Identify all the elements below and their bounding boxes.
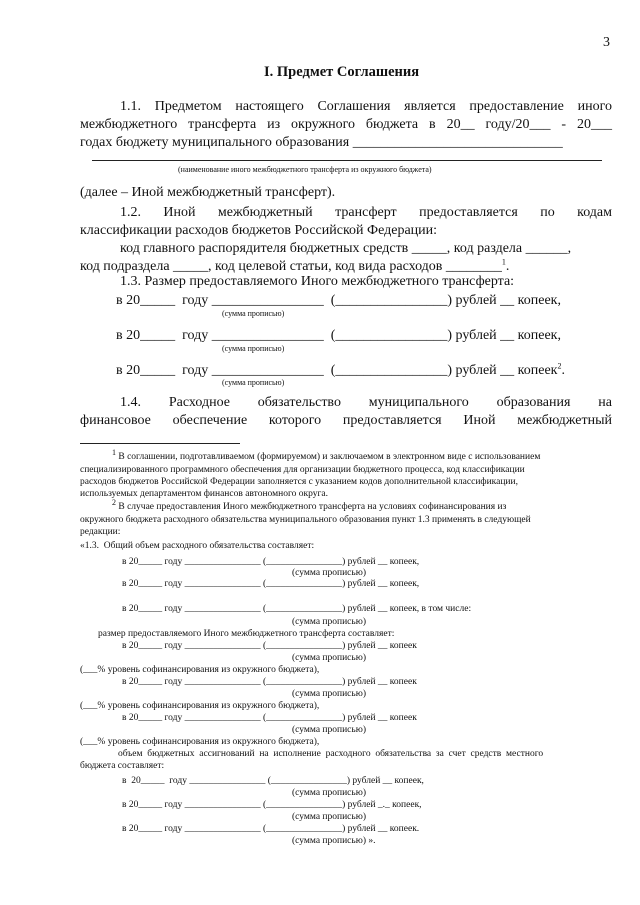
p1-1-line4: (далее – Иной межбюджетный трансферт).	[80, 185, 336, 200]
p1-3-row3-end: .	[561, 363, 565, 378]
footnote2-line4: «1.3. Общий объем расходного обязательства составляет:	[80, 541, 315, 551]
p1-1-line1: 1.1. Предметом настоящего Соглашения является предоставление иного	[120, 99, 612, 114]
p1-1-caption: (наименование иного межбюджетного трансферта из окружного бюджета)	[178, 165, 432, 174]
footnote2-row1: в 20_____ году ________________ (________________) рублей __ копеек,	[122, 557, 420, 567]
footnote1-line3: расходов бюджетов Российской Федерации заполняется с указанием кодов дополнительной классификации,	[80, 477, 518, 487]
footnote2-row2: в 20_____ году ________________ (________________) рублей __ копеек,	[122, 579, 420, 589]
p1-3-row1: в 20_____ году ________________ (________________) рублей __ копеек,	[116, 293, 561, 308]
p1-4-line2: финансовое обеспечение которого предоставляется Иной межбюджетный	[80, 413, 612, 428]
footnote2-line1-text: В случае предоставления Иного межбюджетного трансферта на условиях софинансирования из	[118, 502, 507, 512]
footnote2-row6: в 20_____ году ________________ (________________) рублей __ копеек	[122, 713, 417, 723]
name-underline	[92, 160, 602, 161]
footnote2-line3: редакции:	[80, 527, 121, 537]
p1-3-row3	[116, 362, 565, 379]
p1-3-heading: 1.3. Размер предоставляемого Иного межбюджетного трансферта:	[120, 274, 515, 289]
p1-2-line2: классификации расходов бюджетов Российской Федерации:	[80, 223, 438, 238]
footnote2-volume-line2: бюджета составляет:	[80, 761, 165, 771]
footnote2-line1	[112, 497, 507, 513]
footnote2-row9: в 20_____ году ________________ (________________) рублей __ копеек.	[122, 824, 420, 834]
footnote2-caption2: (сумма прописью)	[292, 617, 366, 627]
p1-3-row3-text: в 20_____ году ________________ (________________) рублей __ копеек	[116, 363, 558, 378]
footnote1-mark: 1	[112, 447, 116, 457]
footnote2-caption3: (сумма прописью)	[292, 653, 366, 663]
footnote-separator	[80, 443, 240, 444]
footnote2-caption6: (сумма прописью)	[292, 788, 366, 798]
footnote2-row7: в 20_____ году ________________ (________________) рублей __ копеек,	[122, 776, 424, 786]
footnote2-line2: окружного бюджета расходного обязательства муниципального образования пункт 1.3 применять в следующей	[80, 515, 531, 525]
footnote2-row8: в 20_____ году ________________ (________________) рублей _._ копеек,	[122, 800, 422, 810]
p1-2-line4-text: код подраздела _____, код целевой статьи, код вида расходов ________	[80, 259, 502, 274]
footnote-ref-2: 2	[557, 361, 562, 371]
footnote1-line4: используемых департаментом финансов автономного округа.	[80, 489, 328, 499]
footnote2-caption7: (сумма прописью)	[292, 812, 366, 822]
p1-3-caption2: (сумма прописью)	[222, 344, 285, 353]
footnote2-size-line: размер предоставляемого Иного межбюджетного трансферта составляет:	[98, 629, 395, 639]
footnote2-caption1: (сумма прописью)	[292, 568, 366, 578]
p1-1-line2: межбюджетного трансферта из окружного бюджета в 20__ году/20___ - 20___	[80, 117, 612, 132]
p1-4-line1: 1.4. Расходное обязательство муниципального образования на	[120, 395, 612, 410]
footnote2-mark: 2	[112, 497, 116, 507]
p1-2-line3: код главного распорядителя бюджетных средств _____, код раздела ______,	[120, 241, 572, 256]
footnote2-row3: в 20_____ году ________________ (________________) рублей __ копеек, в том числе:	[122, 604, 472, 614]
p1-3-caption3: (сумма прописью)	[222, 378, 285, 387]
footnote1-line1	[112, 447, 541, 463]
footnote2-caption4: (сумма прописью)	[292, 689, 366, 699]
page-number: 3	[603, 35, 610, 50]
footnote2-row4: в 20_____ году ________________ (________________) рублей __ копеек	[122, 641, 417, 651]
p1-3-row2: в 20_____ году ________________ (________________) рублей __ копеек,	[116, 328, 561, 343]
p1-3-caption1: (сумма прописью)	[222, 309, 285, 318]
footnote2-cofin1: (___% уровень софинансирования из окружного бюджета),	[80, 665, 320, 675]
section-title: I. Предмет Соглашения	[264, 64, 420, 80]
footnote-ref-1: 1	[501, 257, 506, 267]
footnote2-cofin3: (___% уровень софинансирования из окружного бюджета),	[80, 737, 320, 747]
footnote2-caption-end: (сумма прописью) ».	[292, 836, 376, 846]
footnote2-cofin2: (___% уровень софинансирования из окружного бюджета),	[80, 701, 320, 711]
footnote1-line2: специализированного программного обеспечения для организации бюджетного процесса, код классификации	[80, 465, 525, 475]
footnote2-row5: в 20_____ году ________________ (________________) рублей __ копеек	[122, 677, 417, 687]
p1-2-line1: 1.2. Иной межбюджетный трансферт предоставляется по кодам	[120, 205, 612, 220]
footnote2-volume-line1: объем бюджетных ассигнований на исполнение расходного обязательства за счет средств местного	[118, 749, 544, 759]
p1-1-line3: годах бюджету муниципального образования ______________________________	[80, 135, 563, 150]
footnote1-line1-text: В соглашении, подготавливаемом (формируемом) и заключаемом в электронном виде с использованием	[118, 452, 541, 462]
footnote2-caption5: (сумма прописью)	[292, 725, 366, 735]
p1-2-line4-end: .	[505, 259, 510, 274]
